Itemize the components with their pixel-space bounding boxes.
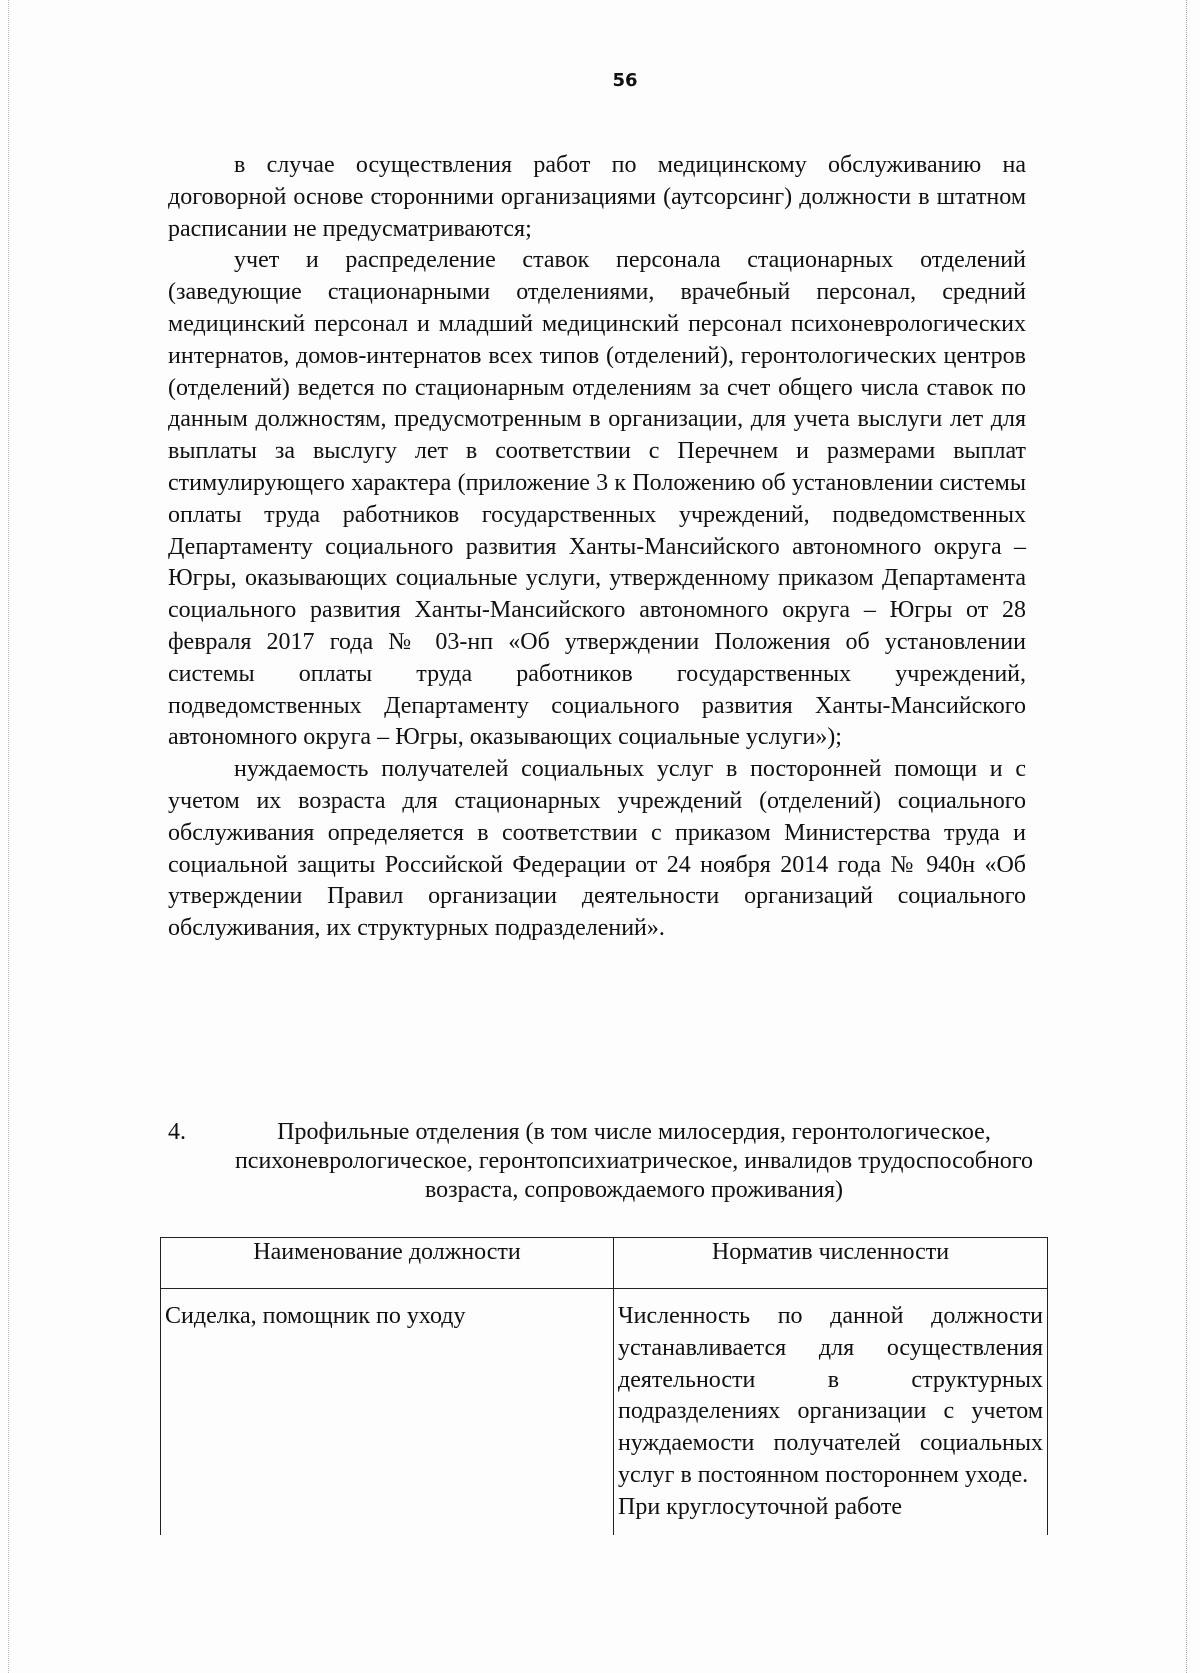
cell-norm-text: Численность по данной должности устанавливается для осуществления деятельности в структурных подразделениях организации с учетом нуждаемости получателей социальных услуг в постоянном постороннем уходе. — [618, 1303, 1043, 1488]
table-row — [161, 1289, 1048, 1536]
body-text — [168, 150, 1026, 945]
section-heading — [168, 1118, 1038, 1205]
staffing-norms-table — [160, 1237, 1048, 1535]
scan-edge-right — [1186, 0, 1189, 1673]
paragraph-staff-distribution: учет и распределение ставок персонала стационарных отделений (заведующие стационарными отделениями, врачебный персонал, средний медицинский персонал и младший медицинский персонал психоневрологических интернатов, домов-интернатов всех типов (отделений), геронтологических центров (отделений) ведется по стационарным отделениям за счет общего числа ставок по данным должностям, предусмотренным в организации, для учета выслуги лет для выплаты за выслугу лет в соответствии с Перечнем и размерами выплат стимулирующего характера (приложение 3 к Положению об установлении системы оплаты труда работников государственных учреждений, подведомственных Департаменту социального развития Ханты-Мансийского автономного округа – Югры, оказывающих социальные услуги, утвержденному приказом Департамента социального развития Ханты-Мансийского автономного округа – Югры от 28 февраля 2017 года № 03-нп «Об утверждении Положения об установлении системы оплаты труда работников государственных учреждений, подведомственных Департаменту социального развития Ханты-Мансийского автономного округа – Югры, оказывающих социальные услуги»); — [168, 247, 1026, 751]
header-position: Наименование должности — [161, 1238, 614, 1289]
section-number: 4. — [168, 1119, 186, 1145]
paragraph-need-for-assistance: нуждаемость получателей социальных услуг в посторонней помощи и с учетом их возраста для стационарных учреждений (отделений) социального обслуживания определяется в соответствии с приказом Министерства труда и социальной защиты Российской Федерации от 24 ноября 2014 года № 940н «Об утверждении Правил организации деятельности организаций социального обслуживания, их структурных подразделений». — [168, 756, 1026, 942]
header-norm: Норматив численности — [614, 1238, 1048, 1289]
paragraph-outsourcing: в случае осуществления работ по медицинскому обслуживанию на договорной основе сторонними организациями (аутсорсинг) должности в штатном расписании не предусматриваются; — [168, 152, 1026, 242]
cell-norm-extra: При круглосуточной работе — [618, 1493, 903, 1520]
page-number: 56 — [612, 70, 638, 91]
cell-position: Сиделка, помощник по уходу — [161, 1289, 614, 1536]
cell-norm — [614, 1289, 1048, 1536]
table-header-row — [161, 1238, 1048, 1289]
section-title: Профильные отделения (в том числе милосердия, геронтологическое, психоневрологическое, геронтопсихиатрическое, инвалидов трудоспособного возраста, сопровождаемого проживания) — [234, 1119, 1034, 1203]
scan-edge-left — [8, 0, 11, 1673]
